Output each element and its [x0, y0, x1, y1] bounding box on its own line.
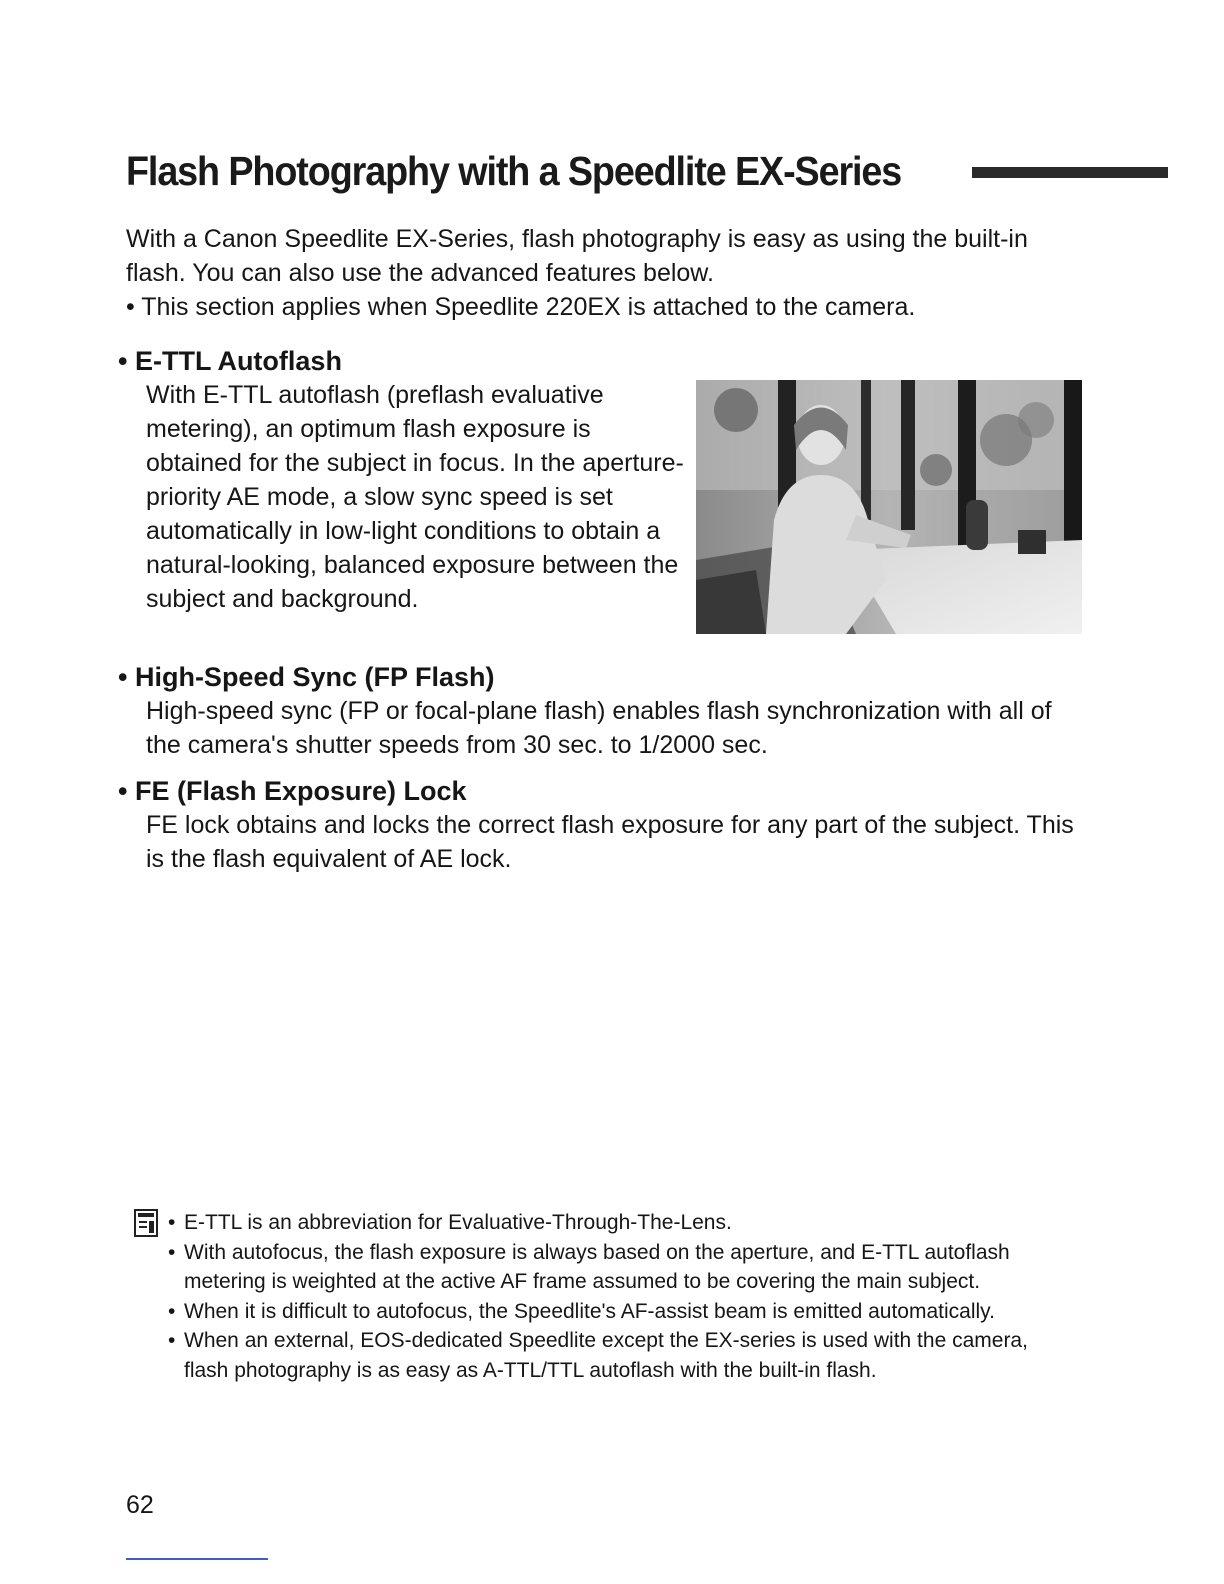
- footer-rule: [126, 1558, 268, 1560]
- title-decoration-bar: [972, 167, 1168, 178]
- page-title: Flash Photography with a Speedlite EX-Series: [126, 148, 902, 194]
- intro: [126, 222, 1086, 324]
- section-fe-lock: [118, 774, 1078, 876]
- section-heading: • FE (Flash Exposure) Lock: [118, 776, 467, 806]
- note-item: • E-TTL is an abbreviation for Evaluative-Through-The-Lens.: [168, 1211, 732, 1234]
- section-body: High-speed sync (FP or focal-plane flash) enables flash synchronization with all of the camera's shutter speeds from 30 sec. to 1/2000 sec.: [146, 697, 1052, 759]
- section-high-speed-sync: [118, 660, 1078, 762]
- intro-bullet: • This section applies when Speedlite 220EX is attached to the camera.: [126, 293, 916, 321]
- notes-list: [168, 1208, 1078, 1385]
- photo-illustration: [696, 380, 1082, 634]
- flash-portrait-photo: [696, 380, 1082, 634]
- intro-paragraph: With a Canon Speedlite EX-Series, flash photography is easy as using the built-in flash. You can also use the advanced features below.: [126, 225, 1028, 287]
- section-heading: • E-TTL Autoflash: [118, 346, 342, 376]
- memo-icon: [134, 1209, 158, 1237]
- title-row: [126, 148, 1168, 198]
- section-heading: • High-Speed Sync (FP Flash): [118, 662, 495, 692]
- section-body: FE lock obtains and locks the correct flash exposure for any part of the subject. This is the flash equivalent of AE lock.: [146, 811, 1074, 873]
- section-body: With E-TTL autoflash (preflash evaluative metering), an optimum flash exposure is obtained for the subject in focus. In the aperture-priority AE mode, a slow sync speed is set automatically in low-light conditions to obtain a natural-looking, balanced exposure between the subject and background.: [146, 381, 684, 613]
- note-item: • When an external, EOS-dedicated Speedlite except the EX-series is used with the camera, flash photography is as easy as A-TTL/TTL autoflash with the built-in flash.: [168, 1329, 1028, 1382]
- note-item: • When it is difficult to autofocus, the Speedlite's AF-assist beam is emitted automatically.: [168, 1299, 995, 1323]
- note-item: • With autofocus, the flash exposure is always based on the aperture, and E-TTL autoflash metering is weighted at the active AF frame assumed to be covering the main subject.: [168, 1240, 1010, 1293]
- page-number: 62: [126, 1491, 154, 1519]
